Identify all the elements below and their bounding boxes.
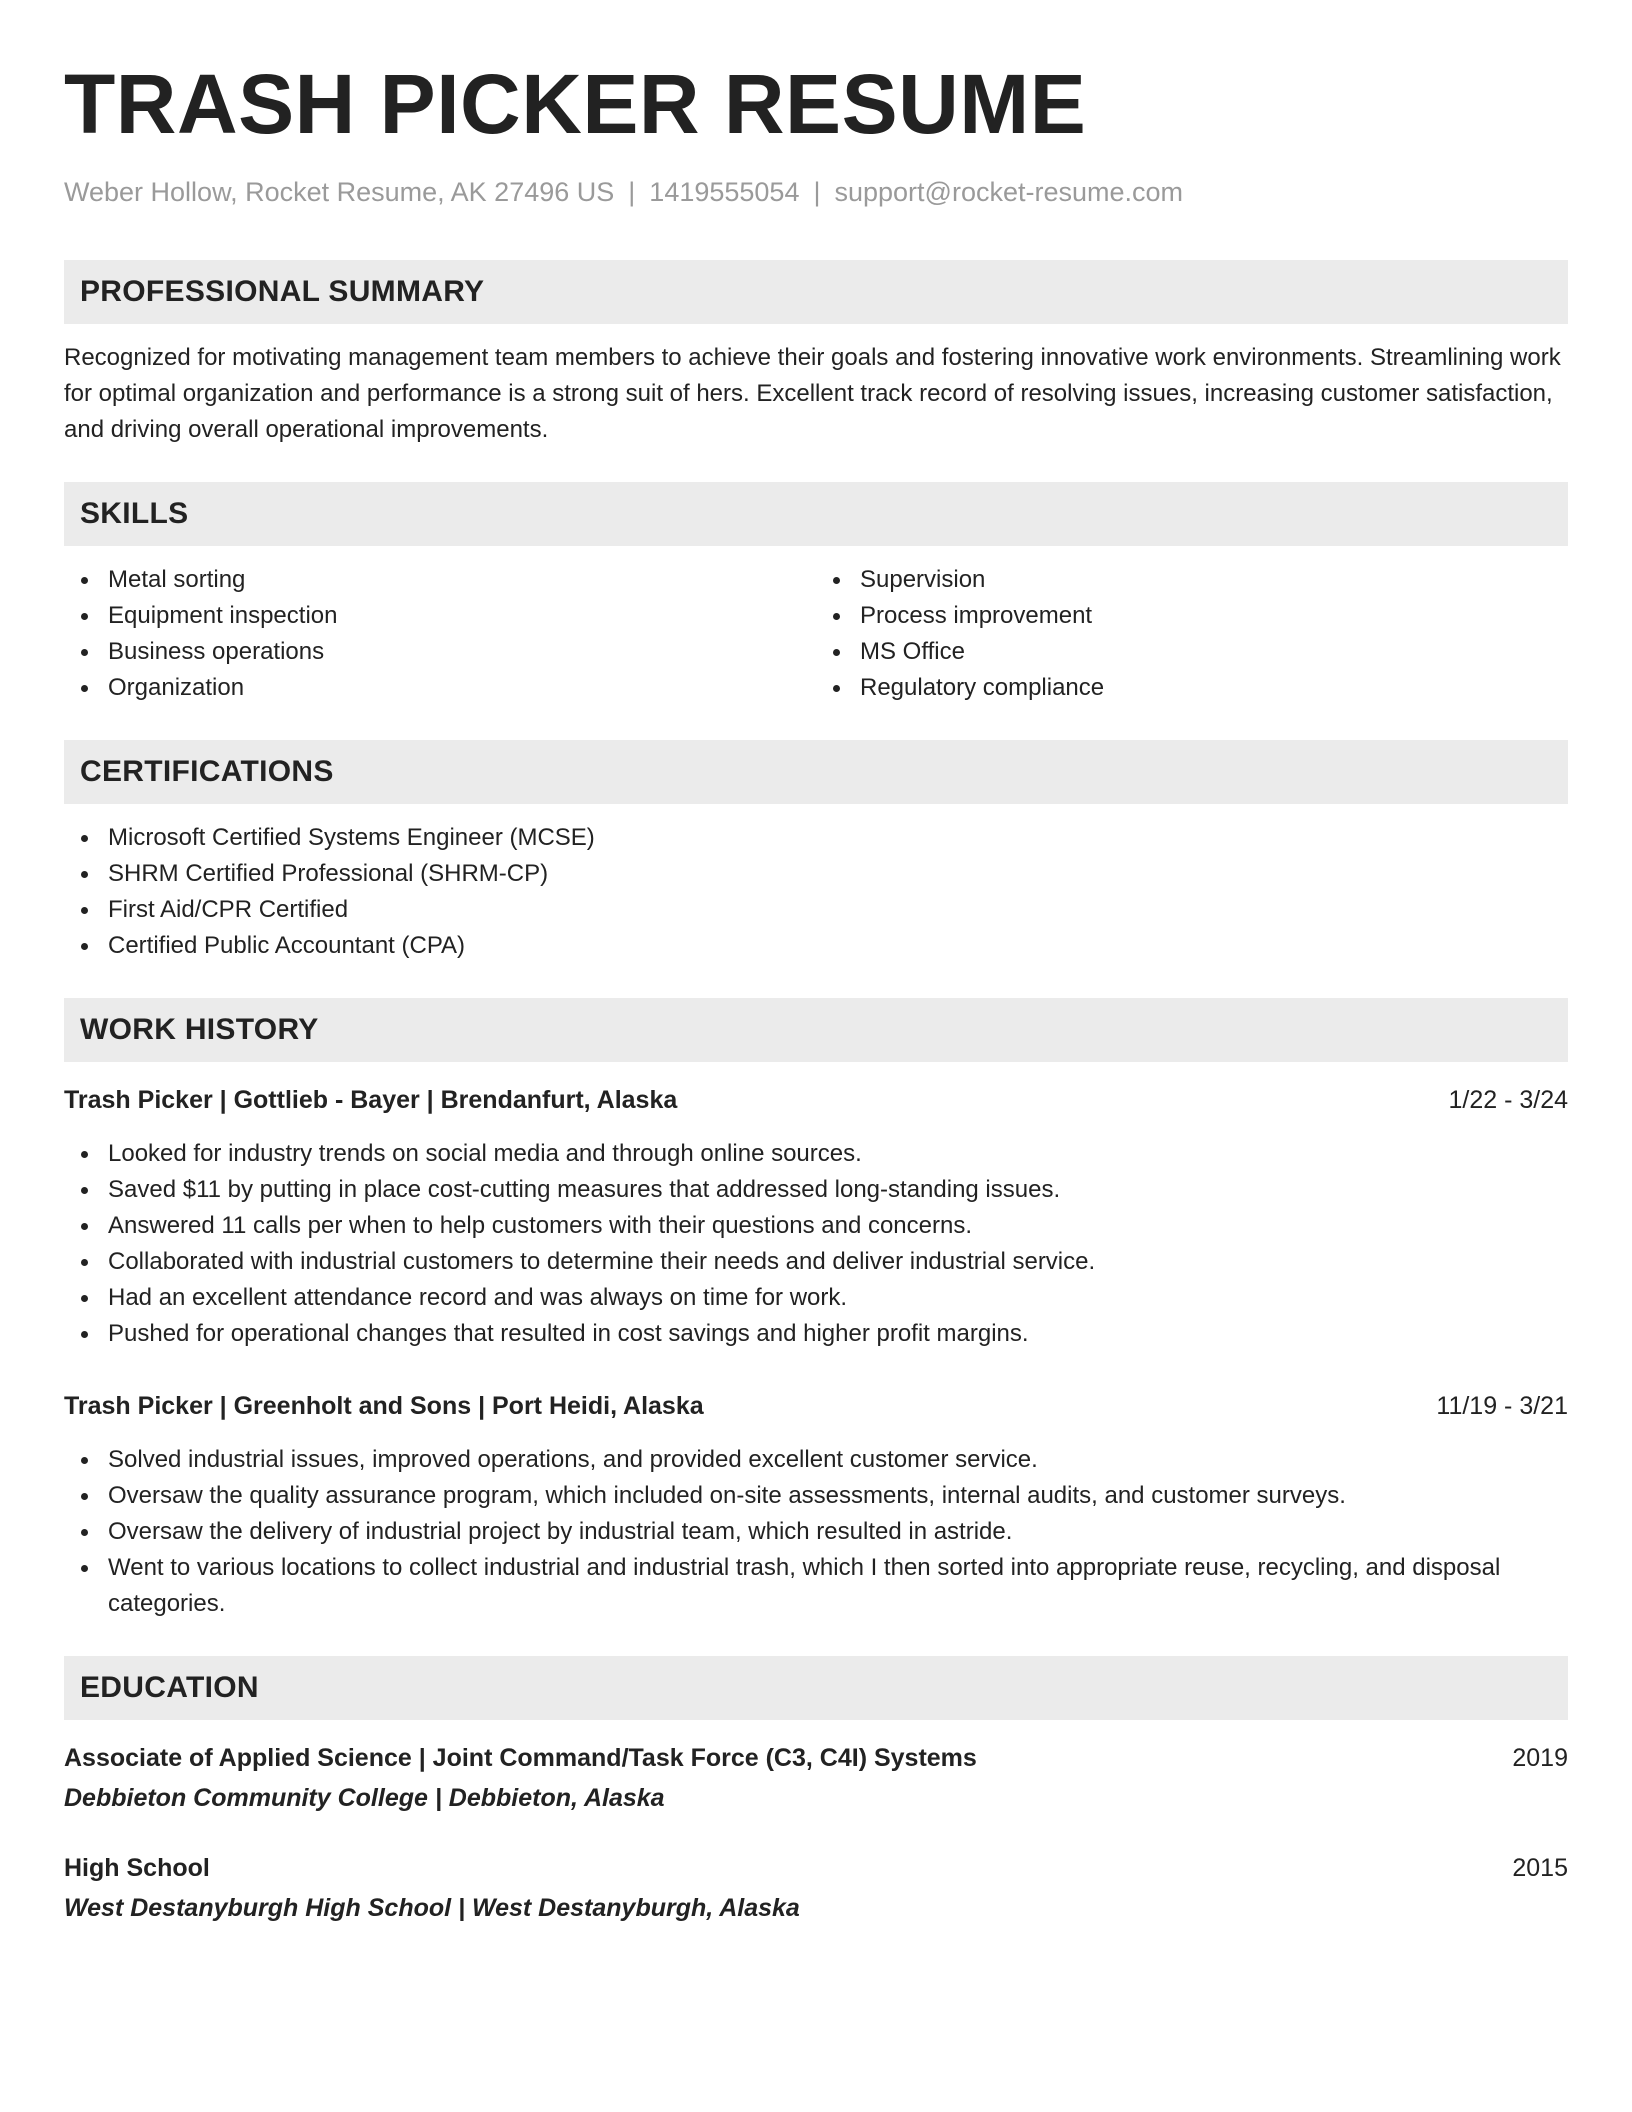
job-bullet: Went to various locations to collect industrial and industrial trash, which I then sorted into appropriate reuse, recycling, and disposal categories. bbox=[108, 1550, 1568, 1622]
skill-item: Organization bbox=[108, 670, 816, 706]
contact-address: Weber Hollow, Rocket Resume, AK 27496 US bbox=[64, 177, 615, 207]
job-dates: 11/19 - 3/21 bbox=[1436, 1392, 1568, 1420]
skill-item: Metal sorting bbox=[108, 562, 816, 598]
contact-email: support@rocket-resume.com bbox=[834, 177, 1184, 207]
skills-list-right bbox=[816, 562, 1568, 706]
job-entry bbox=[64, 1082, 1568, 1352]
job-header bbox=[64, 1082, 1568, 1118]
job-bullet: Collaborated with industrial customers to determine their needs and deliver industrial service. bbox=[108, 1244, 1568, 1280]
education-header bbox=[64, 1850, 1568, 1886]
job-bullet: Answered 11 calls per when to help customers with their questions and concerns. bbox=[108, 1208, 1568, 1244]
job-bullets bbox=[64, 1136, 1568, 1352]
job-entry bbox=[64, 1388, 1568, 1622]
education-degree: High School bbox=[64, 1854, 210, 1882]
section-header-summary: PROFESSIONAL SUMMARY bbox=[64, 260, 1568, 324]
certification-item: Microsoft Certified Systems Engineer (MCSE) bbox=[108, 820, 1568, 856]
skills-list-left bbox=[64, 562, 816, 706]
section-header-education: EDUCATION bbox=[64, 1656, 1568, 1720]
certification-item: First Aid/CPR Certified bbox=[108, 892, 1568, 928]
certification-item: SHRM Certified Professional (SHRM-CP) bbox=[108, 856, 1568, 892]
education-year: 2015 bbox=[1512, 1854, 1568, 1882]
skills-section bbox=[64, 482, 1568, 706]
contact-separator: | bbox=[628, 177, 636, 207]
education-year: 2019 bbox=[1512, 1744, 1568, 1772]
education-school: West Destanyburgh High School | West Destanyburgh, Alaska bbox=[64, 1894, 800, 1922]
job-bullet: Solved industrial issues, improved operations, and provided excellent customer service. bbox=[108, 1442, 1568, 1478]
job-bullet: Looked for industry trends on social media and through online sources. bbox=[108, 1136, 1568, 1172]
education-school: Debbieton Community College | Debbieton, Alaska bbox=[64, 1784, 665, 1812]
contact-separator: | bbox=[813, 177, 821, 207]
skill-item: Business operations bbox=[108, 634, 816, 670]
job-bullet: Oversaw the delivery of industrial project by industrial team, which resulted in astride. bbox=[108, 1514, 1568, 1550]
skill-item: Supervision bbox=[860, 562, 1568, 598]
contact-phone: 1419555054 bbox=[649, 177, 800, 207]
education-entry bbox=[64, 1740, 1568, 1816]
resume-title: TRASH PICKER RESUME bbox=[64, 57, 1087, 151]
certifications-list bbox=[64, 820, 1568, 964]
job-title: Trash Picker | Greenholt and Sons | Port Heidi, Alaska bbox=[64, 1392, 704, 1420]
section-header-work-history: WORK HISTORY bbox=[64, 998, 1568, 1062]
skills-grid bbox=[64, 562, 1568, 706]
job-dates: 1/22 - 3/24 bbox=[1448, 1086, 1568, 1114]
education-header bbox=[64, 1740, 1568, 1776]
job-bullet: Had an excellent attendance record and was always on time for work. bbox=[108, 1280, 1568, 1316]
skill-item: Process improvement bbox=[860, 598, 1568, 634]
certifications-section bbox=[64, 740, 1568, 964]
certification-item: Certified Public Accountant (CPA) bbox=[108, 928, 1568, 964]
job-header bbox=[64, 1388, 1568, 1424]
education-degree: Associate of Applied Science | Joint Command/Task Force (C3, C4I) Systems bbox=[64, 1744, 977, 1772]
summary-text: Recognized for motivating management team members to achieve their goals and fostering innovative work environments. Streamlining work for optimal organization and performance is a strong suit of hers. Excellent track record of resolving issues, increasing customer satisfaction, and driving overall operational improvements. bbox=[64, 344, 1561, 443]
skill-item: Equipment inspection bbox=[108, 598, 816, 634]
job-title: Trash Picker | Gottlieb - Bayer | Brendanfurt, Alaska bbox=[64, 1086, 678, 1114]
education-section bbox=[64, 1656, 1568, 1926]
section-header-certifications: CERTIFICATIONS bbox=[64, 740, 1568, 804]
skill-item: MS Office bbox=[860, 634, 1568, 670]
job-bullet: Pushed for operational changes that resulted in cost savings and higher profit margins. bbox=[108, 1316, 1568, 1352]
work-history-section bbox=[64, 998, 1568, 1622]
education-entry bbox=[64, 1850, 1568, 1926]
contact-line bbox=[64, 174, 1568, 210]
job-bullet: Saved $11 by putting in place cost-cutting measures that addressed long-standing issues. bbox=[108, 1172, 1568, 1208]
section-header-skills: SKILLS bbox=[64, 482, 1568, 546]
job-bullets bbox=[64, 1442, 1568, 1622]
skill-item: Regulatory compliance bbox=[860, 670, 1568, 706]
job-bullet: Oversaw the quality assurance program, which included on-site assessments, internal audits, and customer surveys. bbox=[108, 1478, 1568, 1514]
